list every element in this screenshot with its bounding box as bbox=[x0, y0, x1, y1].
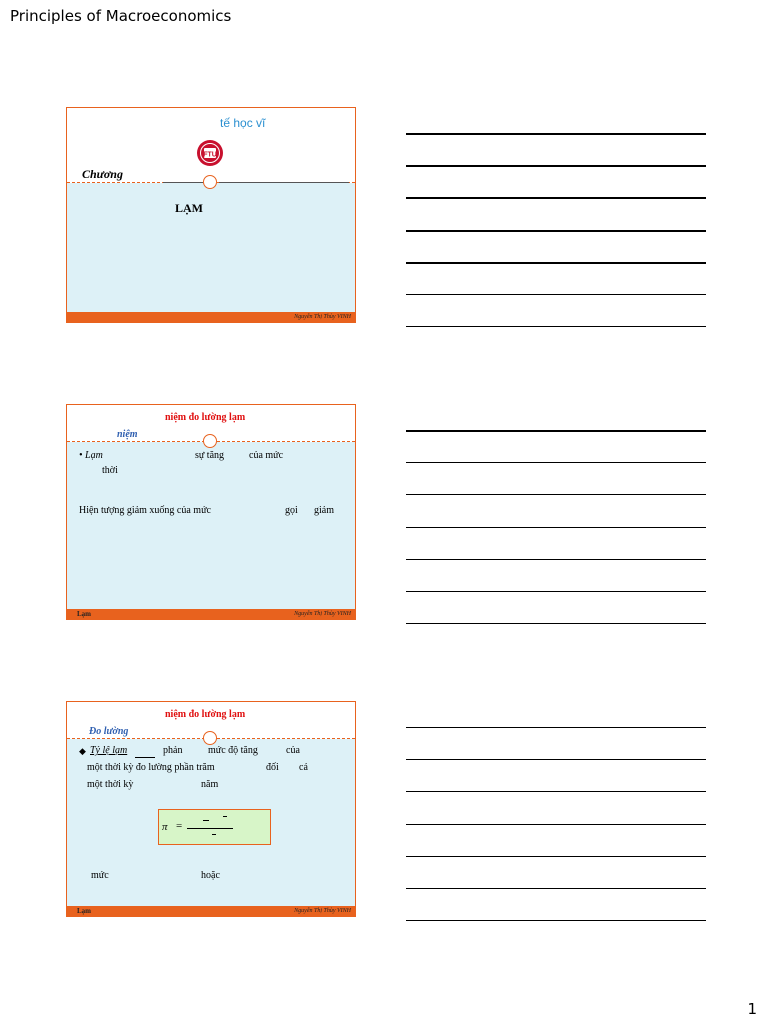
slide-3-formula-symbol: π bbox=[162, 821, 168, 833]
slide-2-bullet1-line2: thời bbox=[102, 465, 118, 476]
slide-3-bullet-d: của bbox=[286, 745, 300, 756]
slide-3 bbox=[66, 701, 356, 917]
slide-3-formula-eq: = bbox=[176, 820, 183, 832]
slide-2-divider-circle bbox=[203, 434, 217, 448]
slide-1-divider-circle bbox=[203, 175, 217, 189]
svg-text:FTU: FTU bbox=[203, 151, 217, 159]
slide-2-footer bbox=[67, 609, 355, 619]
university-logo-icon bbox=[196, 139, 224, 167]
page-number: 1 bbox=[747, 1000, 757, 1018]
slide-2-para2-c: giảm bbox=[314, 505, 334, 516]
slide-2-bullet1-b: sự tăng bbox=[195, 450, 225, 461]
slide-3-title: niệm đo lường lạm bbox=[165, 709, 246, 720]
slide-2-bullet1-a: • Lạm bbox=[79, 450, 103, 461]
slide-2 bbox=[66, 404, 356, 620]
slide-3-line2-b: đối bbox=[266, 762, 279, 773]
slide-2-subtitle: niệm bbox=[117, 429, 138, 440]
slide-3-divider-circle bbox=[203, 731, 217, 745]
slide-1-chapter-label: Chương bbox=[82, 167, 123, 181]
slide-1-footer-author: Nguyễn Thị Thùy VINH bbox=[294, 314, 351, 320]
slide-3-line2-a: một thời kỳ đo lường phần trăm bbox=[87, 762, 215, 773]
slide-1-main-title: LẠM bbox=[175, 201, 203, 215]
slide-3-footer bbox=[67, 906, 355, 916]
slide-3-note-a: mức bbox=[91, 870, 109, 881]
slide-3-subtitle: Đo lường bbox=[89, 726, 129, 737]
slide-3-bullet-b: phản bbox=[163, 745, 183, 756]
slide-2-para2-a: Hiện tượng giảm xuống của mức bbox=[79, 505, 211, 516]
slide-3-line3-a: một thời kỳ bbox=[87, 779, 134, 790]
slide-1-footer bbox=[67, 312, 355, 322]
page-header: Principles of Macroeconomics bbox=[10, 7, 232, 25]
slide-3-formula-box bbox=[158, 809, 271, 845]
slide-2-para2-b: gọi bbox=[285, 505, 298, 516]
slide-2-footer-author: Nguyễn Thị Thùy VINH bbox=[294, 611, 351, 617]
slide-3-line3-b: năm bbox=[201, 779, 219, 790]
slide-2-title: niệm đo lường lạm bbox=[165, 412, 246, 423]
slide-3-bullet-diamond-icon: ◆ bbox=[79, 746, 86, 756]
slide-3-note-b: hoặc bbox=[201, 870, 220, 881]
slide-2-footer-label: Lạm bbox=[77, 610, 91, 618]
slide-3-footer-author: Nguyễn Thị Thùy VINH bbox=[294, 908, 351, 914]
slide-3-bullet-c: mức độ tăng bbox=[208, 745, 258, 756]
slide-2-bullet1-c: của mức bbox=[249, 450, 284, 461]
slide-3-bullet-a: Tỷ lệ lạm bbox=[90, 745, 128, 756]
slide-1-top-title: tế học vĩ bbox=[220, 116, 266, 130]
slide-3-line2-c: cả bbox=[299, 762, 308, 773]
slide-1 bbox=[66, 107, 356, 323]
slide-3-footer-label: Lạm bbox=[77, 907, 91, 915]
